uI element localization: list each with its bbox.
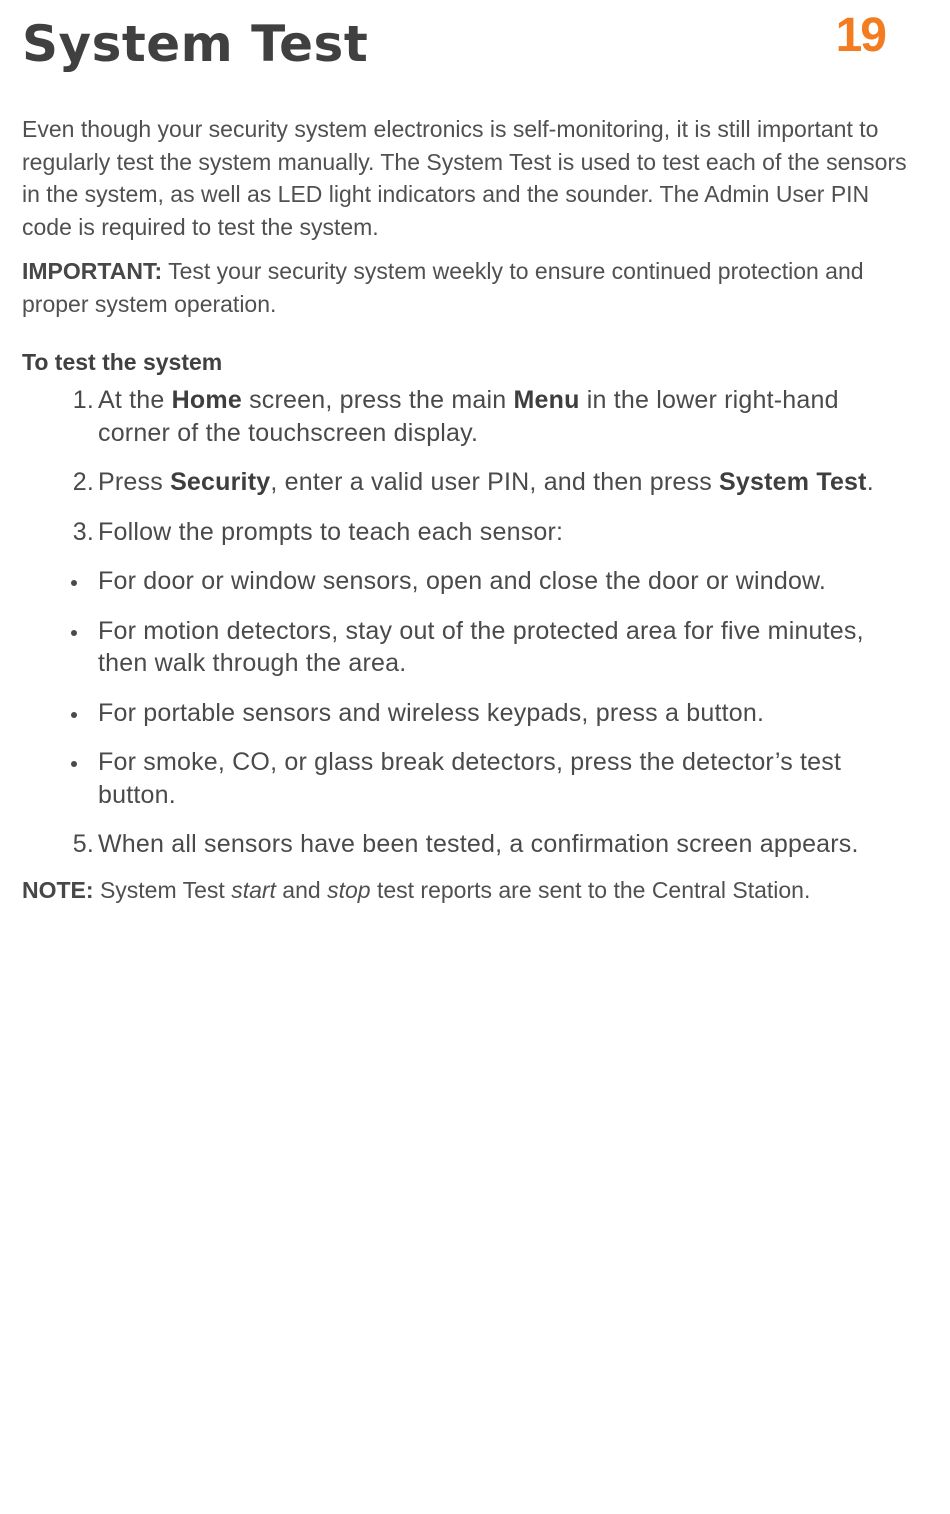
step-3: [22, 516, 912, 549]
bullet-text: For portable sensors and wireless keypads, press a button.: [98, 698, 765, 727]
step-text: Follow the prompts to teach each sensor:: [98, 517, 564, 546]
important-text: Test your security system weekly to ensure continued protection and proper system operation.: [22, 258, 864, 317]
bullet-item-smoke-co: [22, 746, 912, 811]
bullet-text: For smoke, CO, or glass break detectors, press the detector’s test button.: [98, 748, 842, 809]
bullet-item-motion: [22, 615, 912, 680]
intro-paragraph: Even though your security system electronics is self-monitoring, it is still important to regularly test the system manually. The System Test is used to test each of the sensors in the system, as well as LED light indicators and the sounder. The Admin User PIN code is required to test the system.: [22, 116, 907, 240]
step-number: 3.: [72, 517, 94, 546]
bullet-dot-icon: [71, 580, 77, 586]
bullet-text: For motion detectors, stay out of the protected area for five minutes, then walk through the area.: [98, 616, 864, 677]
step-text: Press: [98, 468, 171, 496]
step-keyword: System Test: [719, 468, 867, 496]
bullet-dot-icon: [71, 761, 77, 767]
step-number: 1.: [72, 386, 94, 414]
step-text: .: [866, 468, 874, 496]
bullet-dot-icon: [71, 630, 77, 636]
important-note: [22, 255, 912, 320]
step-number: 2.: [72, 468, 94, 496]
note-text: test reports are sent to the Central Station.: [370, 876, 811, 903]
page-number: 19: [835, 9, 885, 62]
step-text: When all sensors have been tested, a confirmation screen appears.: [98, 830, 859, 858]
step-keyword: Home: [171, 386, 242, 414]
step-1: [22, 384, 912, 449]
page-content: [22, 113, 912, 929]
step-text: , enter a valid user PIN, and then press: [270, 468, 720, 496]
step-number: 5.: [72, 830, 94, 858]
note-paragraph: [22, 874, 912, 906]
step-5: [22, 828, 912, 861]
bullet-item-portable: [22, 697, 912, 730]
step-keyword: Menu: [513, 386, 580, 414]
step-text: screen, press the main: [241, 386, 514, 414]
bullet-text: For door or window sensors, open and close the door or window.: [98, 567, 827, 595]
step-keyword: Security: [170, 468, 271, 496]
note-emphasis: start: [231, 876, 276, 903]
note-text: and: [275, 876, 328, 903]
bullet-dot-icon: [71, 712, 77, 718]
note-text: System Test: [93, 876, 232, 903]
bullet-item-door-window: [22, 565, 912, 598]
note-emphasis: stop: [327, 876, 371, 903]
page-title: System Test: [22, 15, 369, 73]
important-label: IMPORTANT:: [22, 258, 163, 284]
step-text: At the: [98, 386, 172, 414]
step-2: [22, 466, 912, 499]
procedure-heading: To test the system: [22, 349, 223, 375]
note-label: NOTE:: [22, 876, 94, 903]
step-text: in the lower right-hand corner of the touchscreen display.: [98, 386, 839, 447]
